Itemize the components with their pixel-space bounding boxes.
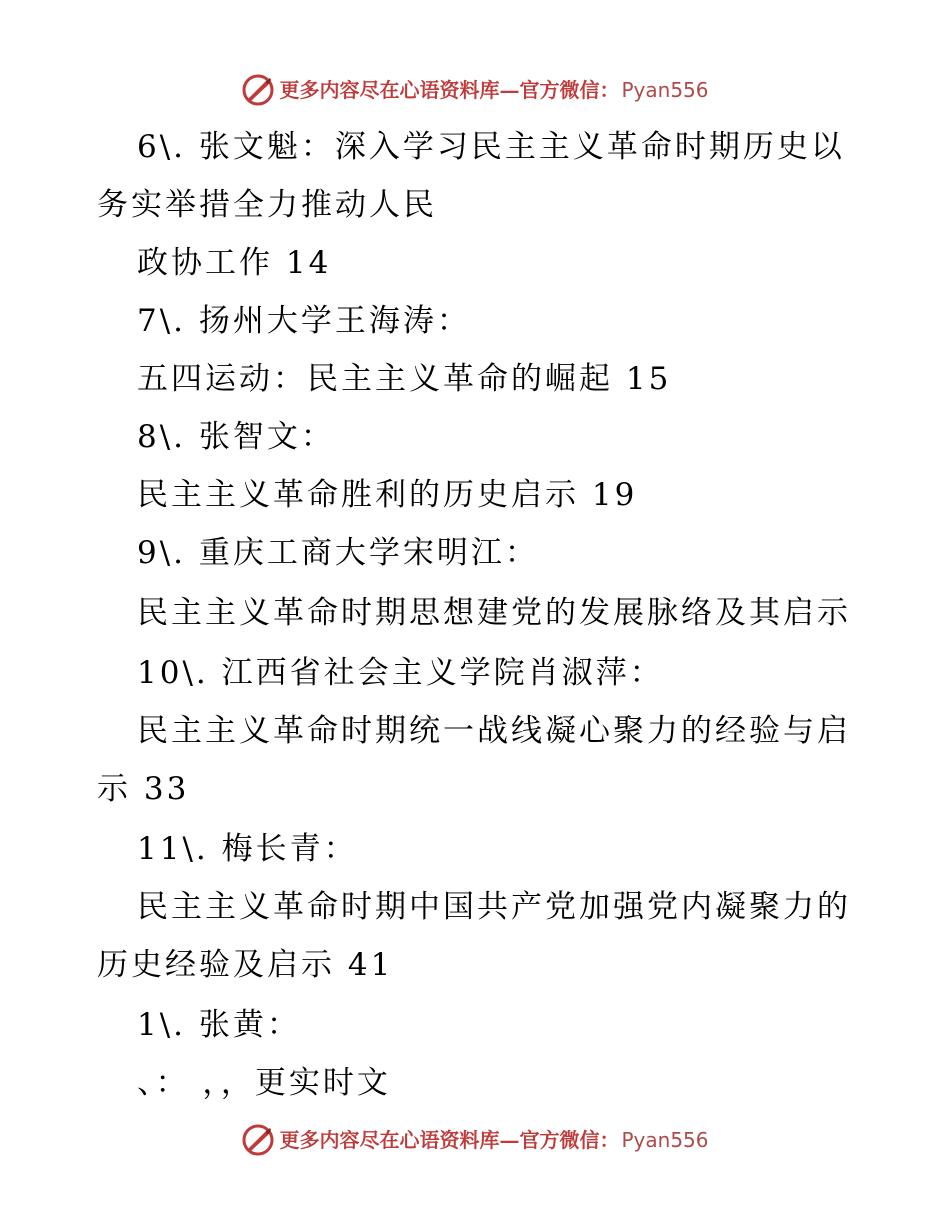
toc-line: 9\. 重庆工商大学宋明江： — [137, 535, 539, 571]
toc-line: 政协工作 14 — [137, 245, 332, 281]
header-banner-label: 更多内容尽在心语资料库—官方微信： — [279, 78, 620, 102]
header-banner-account: Pyan556 — [621, 78, 709, 102]
toc-line: 民主主义革命时期中国共产党加强党内凝聚力的 — [137, 889, 851, 925]
toc-line: 民主主义革命时期思想建党的发展脉络及其启示 — [137, 595, 851, 631]
footer-banner-account: Pyan556 — [621, 1128, 709, 1152]
quill-logo-icon — [241, 1123, 275, 1157]
toc-line: 6\. 张文魁：深入学习民主主义革命时期历史以 — [137, 129, 845, 165]
toc-line: 7\. 扬州大学王海涛： — [137, 303, 471, 339]
toc-line: 8\. 张智文： — [137, 419, 335, 455]
toc-line: 民主主义革命时期统一战线凝心聚力的经验与启 — [137, 713, 851, 749]
quill-logo-icon — [241, 73, 275, 107]
toc-line: 1\. 张黄： — [137, 1007, 301, 1043]
toc-line: 务实举措全力推动人民 — [97, 187, 437, 223]
toc-line: 五四运动：民主主义革命的崛起 15 — [137, 361, 672, 397]
footer-banner-text — [279, 1130, 708, 1150]
footer-banner — [0, 1120, 950, 1160]
header-banner — [0, 70, 950, 110]
toc-line: 11\. 梅长青： — [137, 831, 358, 867]
toc-line: 民主主义革命胜利的历史启示 19 — [137, 477, 638, 513]
footer-banner-label: 更多内容尽在心语资料库—官方微信： — [279, 1128, 620, 1152]
header-banner-text — [279, 80, 708, 100]
toc-line: 、： ，，更实时文 — [137, 1065, 391, 1101]
toc-line: 10\. 江西省社会主义学院肖淑萍： — [137, 655, 664, 691]
toc-line: 示 33 — [97, 771, 190, 807]
toc-line: 历史经验及启示 41 — [97, 947, 394, 983]
